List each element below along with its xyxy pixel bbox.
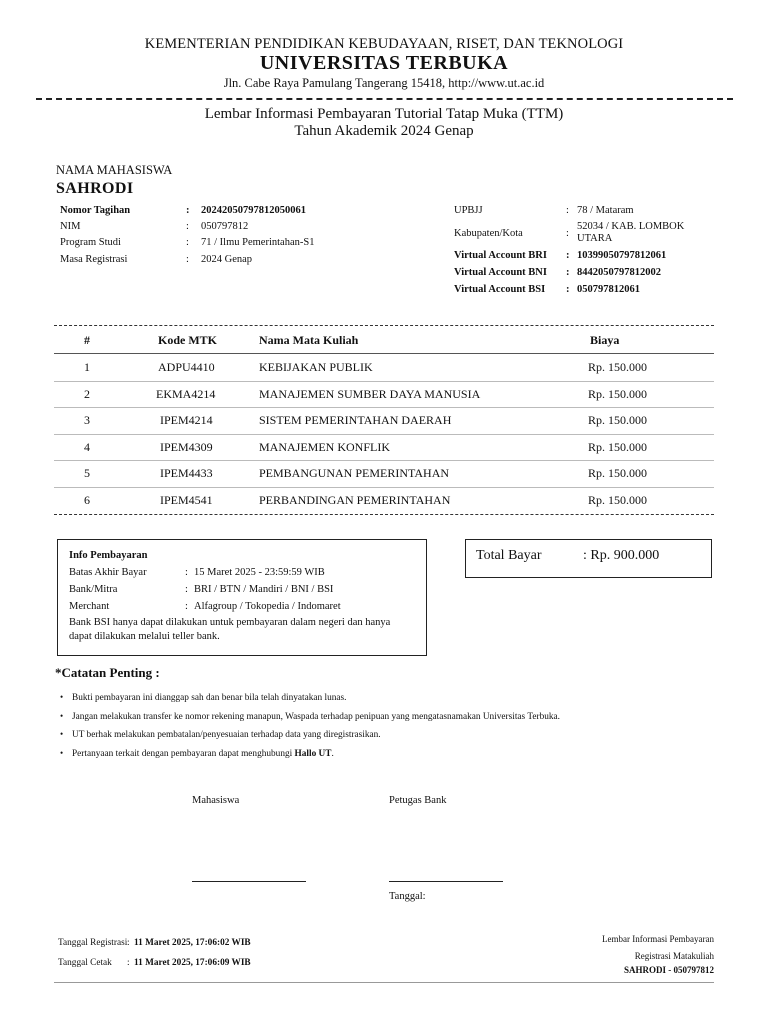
ministry-name: KEMENTERIAN PENDIDIKAN KEBUDAYAAN, RISET, DAN TEKNOLOGI xyxy=(144,36,624,52)
table-row: 6 IPEM4541 PERBANDINGAN PEMERINTAHAN Rp. 150.000 xyxy=(84,493,648,507)
university-name: UNIVERSITAS TERBUKA xyxy=(259,52,509,74)
total-box xyxy=(465,539,712,578)
academic-year: Tahun Akademik 2024 Genap xyxy=(294,123,474,139)
payment-info-box: Info Pembayaran Batas Akhir Bayar : 15 Maret 2025 - 23:59:59 WIB Bank/Mitra : BRI / BTN / Mandiri / BNI / BSI Merchant : Alfagroup / Tokopedia / Indomaret Bank BSI hanya dapat dilakukan untuk pembayaran dalam negeri dan hanya dapat dilakukan melalui teller bank. xyxy=(57,539,427,656)
student-name: SAHRODI xyxy=(56,180,134,197)
table-top-border xyxy=(54,325,714,326)
total-value: : Rp. 900.000 xyxy=(583,548,660,563)
important-notes-title: *Catatan Penting : xyxy=(55,665,160,680)
student-info-right: UPBJJ : 78 / Mataram Kabupaten/Kota : 52034 / KAB. LOMBOK UTARA Virtual Account BRI : 10399050797812061 Virtual Account BNI : 8442050797812002 Virtual Account BSI : 050797812061 xyxy=(454,205,685,295)
table-row: 4 IPEM4309 MANAJEMEN KONFLIK Rp. 150.000 xyxy=(84,440,648,454)
table-row: 3 IPEM4214 SISTEM PEMERINTAHAN DAERAH Rp. 150.000 xyxy=(84,413,648,427)
row-divider xyxy=(54,434,714,435)
university-address: Jln. Cabe Raya Pamulang Tangerang 15418, http://www.ut.ac.id xyxy=(223,76,545,90)
bullet-icon: • xyxy=(60,711,64,721)
bank-officer-signature-label: Petugas Bank xyxy=(389,795,447,806)
bsi-note-line-2: dapat dilakukan melalui teller bank. xyxy=(69,631,220,642)
date-label: Tanggal: xyxy=(389,891,426,902)
row-divider xyxy=(54,460,714,461)
table-header-border xyxy=(54,353,714,354)
document-title: Lembar Informasi Pembayaran Tutorial Tatap Muka (TTM) xyxy=(204,106,564,122)
header-course-name: Nama Mata Kuliah xyxy=(259,333,359,347)
row-divider xyxy=(54,381,714,382)
student-signature-line xyxy=(192,881,306,882)
row-divider xyxy=(54,407,714,408)
bsi-note-line-1: Bank BSI hanya dapat dilakukan untuk pembayaran dalam negeri dan hanya xyxy=(69,617,391,628)
header-code: Kode MTK xyxy=(158,333,217,347)
header-divider xyxy=(36,98,733,100)
bullet-icon: • xyxy=(60,748,64,758)
table-row: 2 EKMA4214 MANAJEMEN SUMBER DAYA MANUSIA Rp. 150.000 xyxy=(84,387,648,401)
footer-doc-label: Lembar Informasi Pembayaran xyxy=(602,934,714,944)
bank-signature-line xyxy=(389,881,503,882)
total-label: Total Bayar xyxy=(476,548,542,563)
header-no: # xyxy=(84,333,90,347)
hallo-ut-text: Hallo UT xyxy=(294,749,332,759)
student-signature-label: Mahasiswa xyxy=(192,795,240,806)
table-row: 5 IPEM4433 PEMBANGUNAN PEMERINTAHAN Rp. 150.000 xyxy=(84,466,648,480)
bullet-icon: • xyxy=(60,729,64,739)
student-info-left: Nomor Tagihan : 20242050797812050061 NIM : 050797812 Program Studi : 71 / Ilmu Pemerintahan-S1 Masa Registrasi : 2024 Genap xyxy=(60,205,315,265)
table-row: 1 ADPU4410 KEBIJAKAN PUBLIK Rp. 150.000 xyxy=(84,360,648,374)
footer-student-id: SAHRODI - 050797812 xyxy=(623,965,714,975)
header-fee: Biaya xyxy=(590,333,620,347)
table-bottom-border xyxy=(54,514,714,515)
row-divider xyxy=(54,487,714,488)
payment-info-title: Info Pembayaran xyxy=(69,550,148,561)
bullet-icon: • xyxy=(60,692,64,702)
footer-divider xyxy=(54,982,714,983)
student-name-label: NAMA MAHASISWA xyxy=(56,163,173,177)
footer-doc-sublabel: Registrasi Matakuliah xyxy=(634,951,714,961)
